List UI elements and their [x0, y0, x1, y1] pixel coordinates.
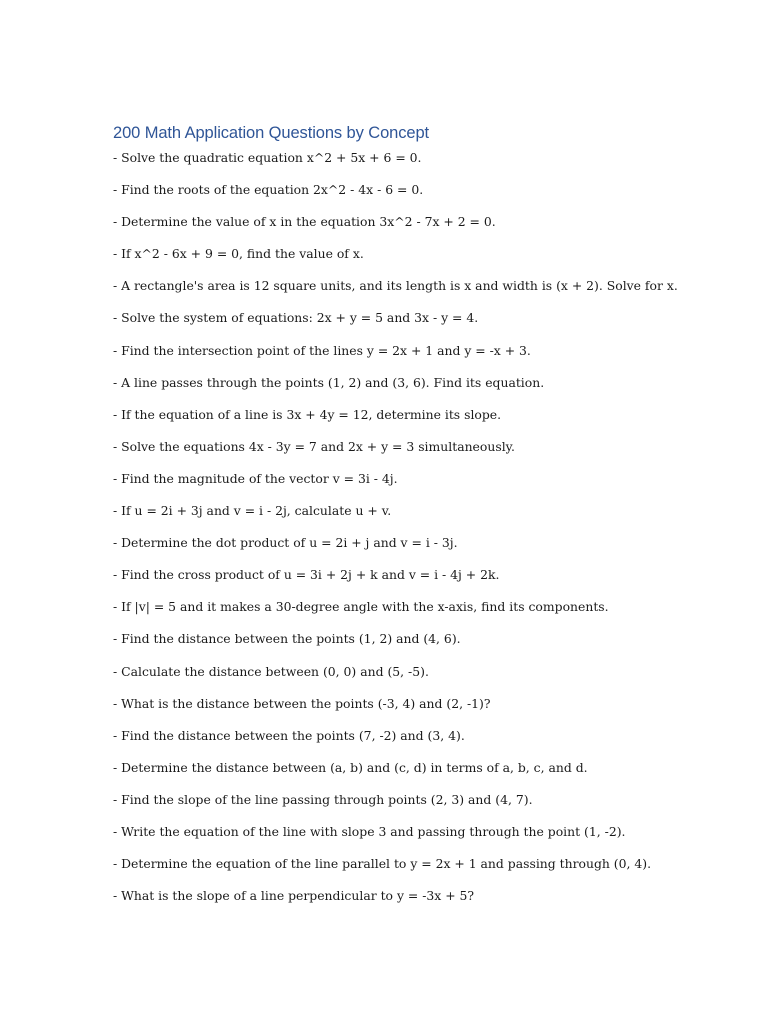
- question-item: - If |v| = 5 and it makes a 30-degree angle with the x-axis, find its components.: [113, 599, 609, 615]
- question-item: - If x^2 - 6x + 9 = 0, find the value of x.: [113, 246, 364, 262]
- question-item: - A line passes through the points (1, 2) and (3, 6). Find its equation.: [113, 374, 545, 390]
- question-item: - What is the slope of a line perpendicular to y = -3x + 5?: [113, 888, 475, 904]
- question-item: - Solve the quadratic equation x^2 + 5x + 6 = 0.: [113, 150, 422, 165]
- question-item: - Calculate the distance between (0, 0) and (5, -5).: [113, 663, 429, 679]
- question-item: - Write the equation of the line with slope 3 and passing through the point (1, -2).: [113, 823, 626, 839]
- question-item: - A rectangle's area is 12 square units, and its length is x and width is (x + 2). Solve for x.: [113, 278, 678, 294]
- question-item: - Solve the system of equations: 2x + y = 5 and 3x - y = 4.: [113, 310, 479, 326]
- question-item: - Find the slope of the line passing through points (2, 3) and (4, 7).: [113, 791, 533, 807]
- question-list: [113, 150, 733, 920]
- question-item: - Determine the distance between (a, b) and (c, d) in terms of a, b, c, and d.: [113, 759, 588, 775]
- question-item: - Solve the equations 4x - 3y = 7 and 2x + y = 3 simultaneously.: [113, 438, 515, 454]
- question-item: - Find the roots of the equation 2x^2 - 4x - 6 = 0.: [113, 182, 424, 198]
- question-item: - Find the cross product of u = 3i + 2j + k and v = i - 4j + 2k.: [113, 567, 500, 583]
- document-title: 200 Math Application Questions by Concept: [113, 124, 430, 142]
- question-item: - Find the distance between the points (1, 2) and (4, 6).: [113, 631, 461, 647]
- question-item: - Determine the equation of the line parallel to y = 2x + 1 and passing through (0, 4).: [113, 856, 652, 872]
- question-item: - What is the distance between the points (-3, 4) and (2, -1)?: [113, 695, 491, 711]
- question-item: - If the equation of a line is 3x + 4y = 12, determine its slope.: [113, 406, 502, 422]
- question-item: - Find the intersection point of the lines y = 2x + 1 and y = -x + 3.: [113, 342, 531, 358]
- question-item: - Determine the value of x in the equation 3x^2 - 7x + 2 = 0.: [113, 214, 496, 230]
- question-item: - If u = 2i + 3j and v = i - 2j, calculate u + v.: [113, 503, 392, 519]
- question-item: - Determine the dot product of u = 2i + j and v = i - 3j.: [113, 535, 458, 551]
- question-item: - Find the distance between the points (7, -2) and (3, 4).: [113, 727, 465, 743]
- question-item: - Find the magnitude of the vector v = 3i - 4j.: [113, 470, 398, 486]
